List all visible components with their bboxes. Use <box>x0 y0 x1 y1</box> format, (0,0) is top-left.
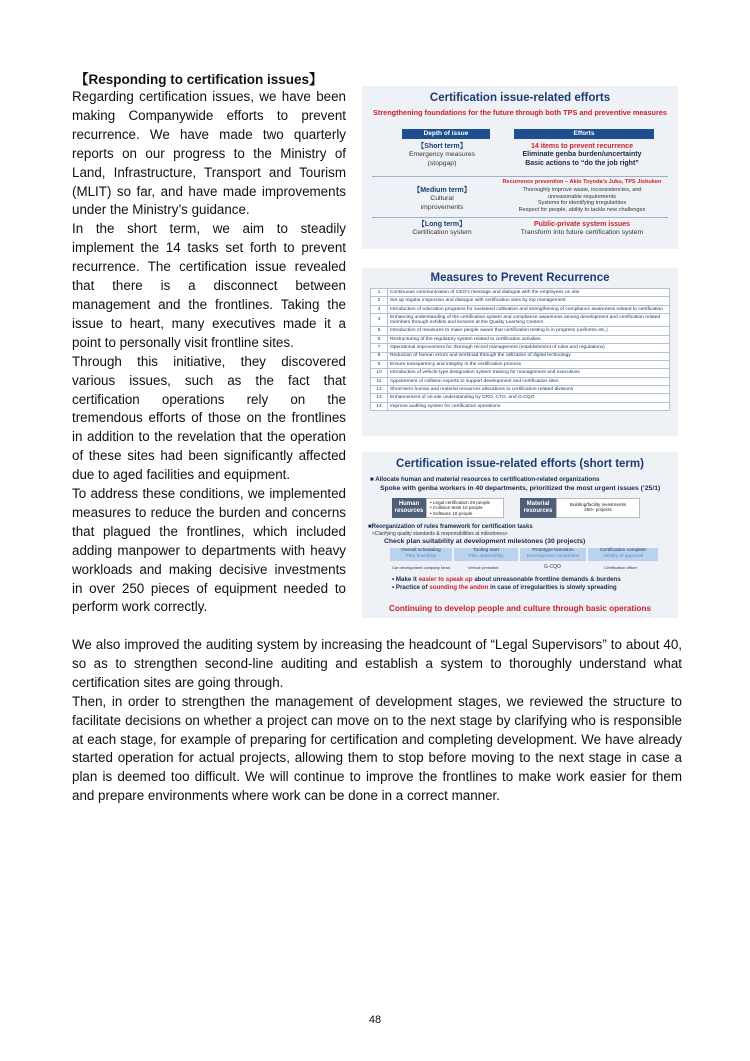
recurrence-line: Recurrence prevention – Akio Toyoda’s Juku, TPS Jishuken <box>502 179 662 185</box>
row-number: 8 <box>371 352 388 360</box>
row-text: Operational improvement for thorough record management (establishment of rules and regulations) <box>388 344 670 352</box>
milestone-sub: Development completion <box>526 554 580 559</box>
detail-line: Building/facility investments <box>569 502 627 507</box>
role-label: Certification officer <box>604 565 638 570</box>
row-number: 7 <box>371 344 388 352</box>
text: • Practice of <box>392 584 430 591</box>
bottom-text <box>72 636 682 806</box>
row-number: 10 <box>371 369 388 377</box>
paragraph: Regarding certification issues, we have been making Companywide efforts to prevent recurrence. We have made two quarterly reports on our progress to the Ministry of Land, Infrastructure, Transport and Tourism (MLIT) so far, and have made improvements under the Ministry’s guidance. <box>72 89 346 218</box>
paragraph: To address these conditions, we implemented measures to reduce the burden and concerns that plagued the frontlines, which included adding manpower to departments with heavy workloads and making decisive investments in over 250 pieces of equipment needed to perform work correctly. <box>72 486 346 615</box>
milestone-sub: Validity of approval <box>602 554 644 559</box>
row-number: 1 <box>371 289 388 297</box>
row-number: 6 <box>371 335 388 343</box>
box-label: resources <box>523 508 553 514</box>
material-resources-detail <box>556 498 640 518</box>
paragraph: In the short term, we aim to steadily implement the 14 tasks set forth to prevent recurrence. The certification issue revealed that there is a disconnect between management and the frontlines. Taking the issue to heart, many executives made it a point to personally visit frontline sites. <box>72 221 346 350</box>
col-header-depth: Depth of issue <box>402 129 490 139</box>
figure-subtitle: Strengthening foundations for the future through both TPS and preventive measures <box>373 108 667 117</box>
table-row <box>371 352 670 360</box>
measures-table <box>370 288 670 411</box>
milestone-arrow <box>454 548 518 561</box>
row-number: 13 <box>371 394 388 402</box>
section-heading: 【Responding to certification issues】 <box>75 72 323 87</box>
short-efforts-line: Basic actions to “do the job right” <box>525 159 639 167</box>
medium-term-desc: improvements <box>420 203 464 211</box>
role-label: Car development company head <box>392 565 450 570</box>
figure-title: Measures to Prevent Recurrence <box>430 272 610 284</box>
short-term-cell <box>382 143 502 168</box>
milestone-label: Prototype transition <box>532 548 574 553</box>
table-row <box>371 289 670 297</box>
milestone-label: Certification complete <box>599 548 647 553</box>
medium-efforts-line: Systems for identifying irregularities <box>537 200 627 207</box>
medium-efforts-cell <box>494 187 670 213</box>
table-row <box>371 327 670 335</box>
milestone-sub: Plan attainability <box>468 554 504 559</box>
section-line: ■ Allocate human and material resources to certification-related organizations <box>370 476 600 483</box>
human-resources-box <box>392 498 426 518</box>
paragraph: Through this initiative, they discovered various issues, such as the fact that certification operations rely on the tremendous efforts of those on the frontlines in addition to the revelation that the operation of these sites had been significantly affected due to aged facilities and equipment. <box>72 353 346 483</box>
section-sub-line: <Clarifying quality standards & responsibilities at milestones> <box>372 531 508 537</box>
medium-term-label: 【Medium term】 <box>413 187 471 194</box>
box-label: resources <box>394 508 424 514</box>
bullet-andon <box>392 584 617 591</box>
table-row <box>371 360 670 368</box>
highlight-text: easier to speak up <box>418 576 473 583</box>
divider <box>372 176 668 177</box>
row-text: Appointment of collision experts to support development and certification sites <box>388 377 670 385</box>
table-row <box>371 344 670 352</box>
figure-footer: Continuing to develop people and culture through basic operations <box>388 604 651 613</box>
milestone-arrow <box>390 548 452 561</box>
milestone-label: Tooling start <box>473 548 499 553</box>
detail-line: 250+ projects <box>584 507 612 513</box>
long-efforts-cell <box>494 221 670 238</box>
figure-recurrence-measures <box>362 268 678 436</box>
detail-line: • Legal certification 29 people <box>430 500 491 505</box>
table-row <box>371 335 670 343</box>
medium-term-cell <box>382 187 502 212</box>
row-number: 2 <box>371 297 388 305</box>
section-bold-line: Spoke with genba workers in 40 departments, prioritized the most urgent issues (’25/1) <box>380 485 661 492</box>
row-text: Introduction of vehicle type designation system training for management and executives <box>388 369 670 377</box>
row-text: Introduction of education programs for sustained cultivation and strengthening of compliance awareness related to certification <box>388 305 670 313</box>
human-resources-detail <box>426 498 504 518</box>
long-term-cell <box>382 221 502 238</box>
figure-title: Certification issue-related efforts <box>429 92 611 104</box>
medium-efforts-line: Thoroughly improve waste, inconsistencies, and <box>522 187 642 193</box>
row-text: Enhancing understanding of the certification system and compliance awareness among development and certification related members through exhibits and lectures at the Quality Learning Centers <box>388 314 670 327</box>
table-row <box>371 402 670 410</box>
figure-short-term-efforts <box>362 452 678 618</box>
row-number: 3 <box>371 305 388 313</box>
table-row <box>371 305 670 313</box>
row-number: 5 <box>371 327 388 335</box>
figure-title: Certification issue-related efforts (short term) <box>396 458 644 470</box>
table-row <box>371 314 670 327</box>
short-term-desc: Emergency measures <box>408 151 476 159</box>
medium-term-desc: Cultural <box>430 195 454 203</box>
milestone-label: Overall scheduling <box>401 548 441 553</box>
role-label: G-CQO <box>544 564 561 570</box>
row-number: 14 <box>371 402 388 410</box>
section-bold-line: Check plan suitability at development milestones (30 projects) <box>384 538 586 545</box>
text: in case of irregularities is slowly spreading <box>488 584 617 591</box>
row-text: Ensure transparency and integrity in the certification process <box>388 360 670 368</box>
milestone-arrow <box>588 548 658 561</box>
short-efforts-line: Eliminate genba burden/uncertainty <box>522 151 642 159</box>
long-term-label: 【Long term】 <box>417 221 467 228</box>
box-label: Human <box>398 501 420 507</box>
table-row <box>371 394 670 402</box>
left-column-text <box>72 88 346 617</box>
row-number: 9 <box>371 360 388 368</box>
long-term-desc: Certification system <box>412 229 472 237</box>
role-label: Vehicle president <box>468 565 499 570</box>
row-text: Improve auditing system for certification operations <box>388 402 670 410</box>
figure-certification-efforts <box>362 86 678 249</box>
table-row <box>371 377 670 385</box>
section-line: ■Reorganization of rules framework for certification tasks <box>368 524 533 530</box>
row-text: Short-term human and material resources allocations to certification-related divisions <box>388 386 670 394</box>
row-text: Enhancement of on-site understanding by CRO, CTO, and G-CQO <box>388 394 670 402</box>
box-label: Material <box>526 501 550 507</box>
short-term-desc: (stopgap) <box>427 159 457 167</box>
row-text: Reduction of human errors and workload through the utilization of digital technology <box>388 352 670 360</box>
bullet-speak-up <box>392 576 621 583</box>
row-number: 12 <box>371 386 388 394</box>
page-number: 48 <box>368 1014 382 1026</box>
row-number: 4 <box>371 314 388 327</box>
milestone-arrow <box>520 548 586 561</box>
text: about unreasonable frontline demands & burdens <box>472 576 621 583</box>
text: • Make it <box>392 576 419 583</box>
row-text: Set up regular inspection and dialogue with certification sites by top management <box>388 297 670 305</box>
table-row <box>371 386 670 394</box>
detail-line: • Software 18 people <box>430 510 473 516</box>
milestone-sub: Plan feasibility <box>405 554 437 559</box>
material-resources-box <box>520 498 556 518</box>
long-efforts-title: Public-private system issues <box>533 221 631 228</box>
divider <box>372 217 668 218</box>
short-term-label: 【Short term】 <box>417 143 467 150</box>
table-row <box>371 297 670 305</box>
long-efforts-line: Transform into future certification system <box>520 229 644 237</box>
row-text: Introduction of measures to make people aware that certification testing is in progress (uniforms etc.) <box>388 327 670 335</box>
row-text: Continuous communication of CEO’s message and dialogue with the employees on site <box>388 289 670 297</box>
paragraph: Then, in order to strengthen the management of development stages, we reviewed the structure to facilitate decisions on whether a project can move on to the next stage by clarifying who is responsible at each stage, for example of preparing for certification and completing development. We have already started operation for actual projects, allowing them to stop before moving to the next stage in case a plan is deemed too difficult. We will continue to improve the frontlines to make work easier for them and prepare environments where work can be done in a correct manner. <box>72 693 682 804</box>
detail-line: • Collision tests 10 people <box>430 505 483 511</box>
medium-efforts-line: Respect for people, ability to tackle new challenges <box>518 206 646 213</box>
row-number: 11 <box>371 377 388 385</box>
highlight-text: sounding the andon <box>429 584 489 591</box>
table-row <box>371 369 670 377</box>
short-efforts-cell <box>494 143 670 168</box>
paragraph: We also improved the auditing system by increasing the headcount of “Legal Supervisors” to about 40, so as to strengthen second-line auditing and establish a system to thoroughly understand what certification sites are going through. <box>72 637 682 690</box>
col-header-efforts: Efforts <box>514 129 654 139</box>
row-text: Restructuring of the regulatory system related to certification activities <box>388 335 670 343</box>
short-efforts-title: 14 items to prevent recurrence <box>531 143 633 150</box>
medium-efforts-line: unreasonable requirements <box>547 193 617 200</box>
